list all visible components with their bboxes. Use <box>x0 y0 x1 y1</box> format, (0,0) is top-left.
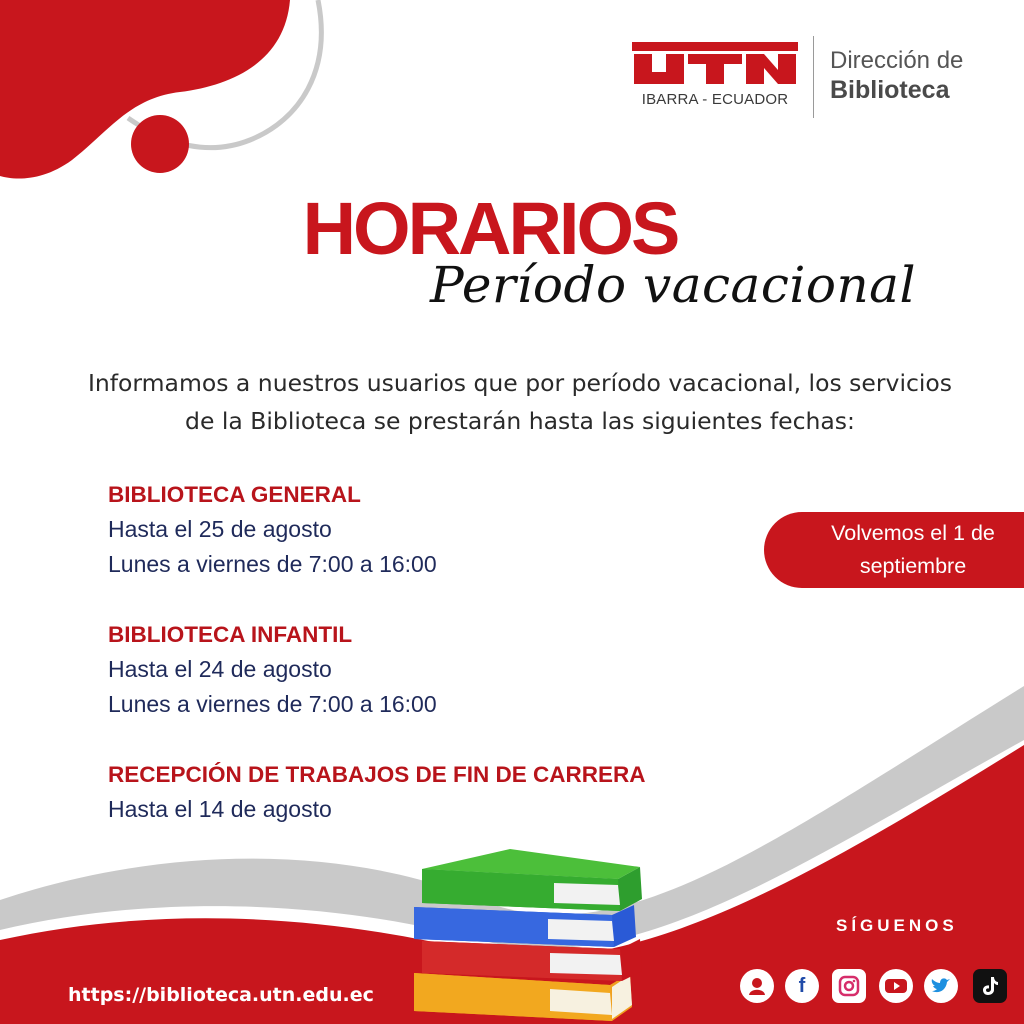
facebook-icon[interactable]: f <box>785 969 819 1003</box>
twitter-icon[interactable] <box>924 969 958 1003</box>
section-title: BIBLIOTECA GENERAL <box>108 482 361 507</box>
section-hours: Lunes a viernes de 7:00 a 16:00 <box>108 691 437 717</box>
section-date: Hasta el 25 de agosto <box>108 516 332 542</box>
section-biblioteca-infantil <box>108 618 437 722</box>
intro-paragraph: Informamos a nuestros usuarios que por período vacacional, los servicios de la Biblioteca se prestarán hasta las siguientes fechas: <box>87 369 953 435</box>
follow-us-label: SÍGUENOS <box>836 916 958 935</box>
department-name-line2: Biblioteca <box>830 76 950 104</box>
tiktok-icon[interactable] <box>973 969 1007 1003</box>
youtube-icon[interactable] <box>879 969 913 1003</box>
department-name-line1: Dirección de <box>830 47 964 74</box>
page-subtitle: Período vacacional <box>430 256 916 314</box>
page-title: HORARIOS <box>302 187 678 270</box>
books-stack-icon <box>400 845 660 1024</box>
section-title: BIBLIOTECA INFANTIL <box>108 622 353 647</box>
utn-logo <box>632 40 802 112</box>
section-recepcion-trabajos <box>108 758 646 827</box>
section-biblioteca-general <box>108 478 437 582</box>
library-assistant-icon[interactable] <box>740 969 774 1003</box>
instagram-icon[interactable] <box>832 969 866 1003</box>
logo-caption: IBARRA - ECUADOR <box>641 91 789 108</box>
logo-divider <box>813 36 814 118</box>
section-date: Hasta el 24 de agosto <box>108 656 332 682</box>
section-date: Hasta el 14 de agosto <box>108 796 332 822</box>
top-red-dot <box>131 115 189 173</box>
utn-logo-mark <box>632 40 798 88</box>
return-date-text: Volvemos el 1 de septiembre <box>831 521 995 578</box>
section-hours: Lunes a viernes de 7:00 a 16:00 <box>108 551 437 577</box>
website-link[interactable]: https://biblioteca.utn.edu.ec <box>68 984 374 1006</box>
section-title: RECEPCIÓN DE TRABAJOS DE FIN DE CARRERA <box>108 762 646 787</box>
